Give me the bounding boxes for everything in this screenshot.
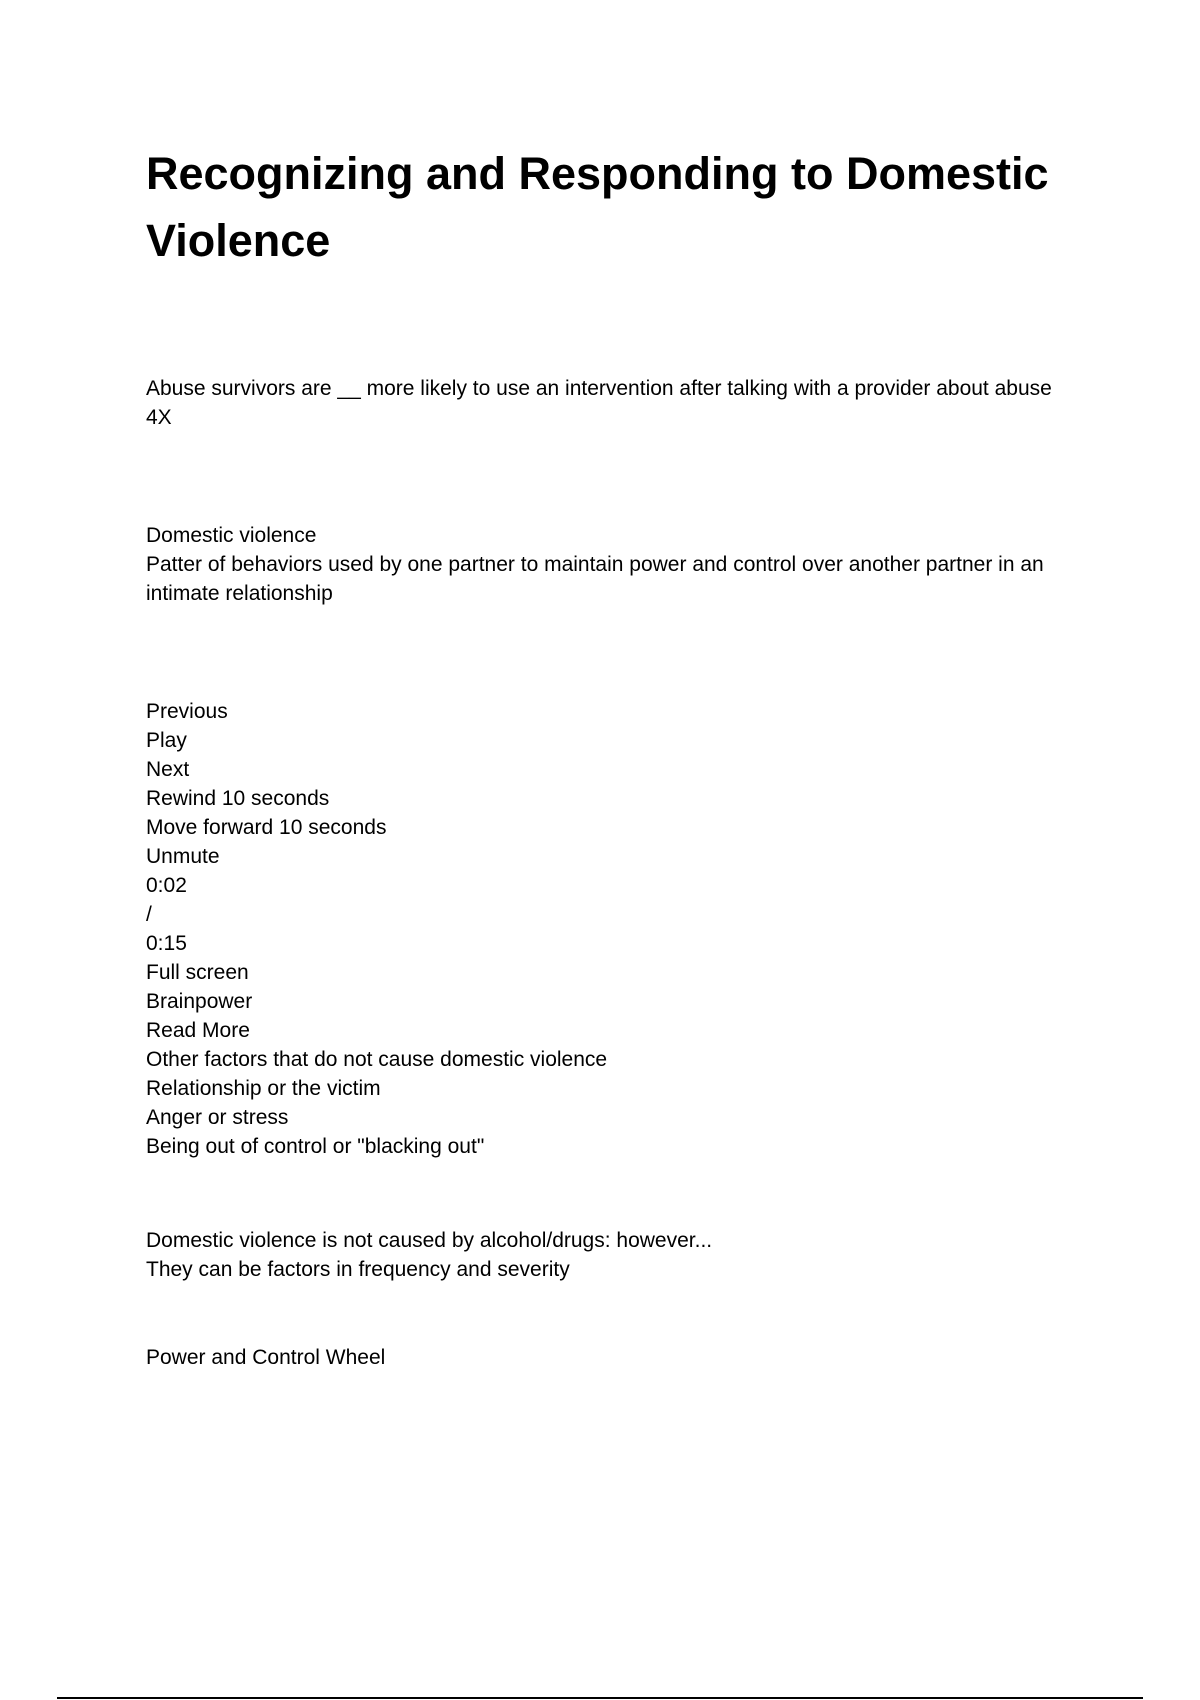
total-time: 0:15 bbox=[146, 932, 187, 955]
card-term: Domestic violence bbox=[146, 524, 317, 547]
next-button[interactable]: Next bbox=[146, 758, 190, 781]
brainpower-label: Brainpower bbox=[146, 990, 253, 1013]
flashcard-alcohol-drugs bbox=[146, 1226, 1066, 1284]
card-definition-line: Anger or stress bbox=[146, 1106, 289, 1129]
card-question: Abuse survivors are __ more likely to use an intervention after talking with a provider about abuse bbox=[146, 377, 1052, 400]
read-more-link[interactable]: Read More bbox=[146, 1019, 250, 1042]
card-term: Other factors that do not cause domestic violence bbox=[146, 1048, 608, 1071]
flashcard-power-control-wheel bbox=[146, 1343, 1066, 1372]
current-time: 0:02 bbox=[146, 874, 187, 897]
forward-button[interactable]: Move forward 10 seconds bbox=[146, 816, 387, 839]
flashcard-domestic-violence bbox=[146, 521, 1066, 608]
card-definition: They can be factors in frequency and severity bbox=[146, 1258, 570, 1281]
page-title: Recognizing and Responding to Domestic Violence bbox=[146, 148, 1049, 266]
fullscreen-button[interactable]: Full screen bbox=[146, 961, 249, 984]
card-definition-line: Relationship or the victim bbox=[146, 1077, 381, 1100]
card-definition-line: Being out of control or "blacking out" bbox=[146, 1135, 485, 1158]
unmute-button[interactable]: Unmute bbox=[146, 845, 220, 868]
previous-button[interactable]: Previous bbox=[146, 700, 228, 723]
card-answer: 4X bbox=[146, 406, 172, 429]
card-term: Domestic violence is not caused by alcohol/drugs: however... bbox=[146, 1229, 713, 1252]
card-definition: Patter of behaviors used by one partner to maintain power and control over another partner in an intimate relationship bbox=[146, 553, 1050, 605]
flashcard-abuse-survivors bbox=[146, 374, 1066, 432]
card-term: Power and Control Wheel bbox=[146, 1346, 386, 1369]
media-player-text-block bbox=[146, 697, 1066, 1161]
footer-divider bbox=[57, 1697, 1143, 1699]
play-button[interactable]: Play bbox=[146, 729, 187, 752]
time-separator: / bbox=[146, 903, 152, 926]
rewind-button[interactable]: Rewind 10 seconds bbox=[146, 787, 330, 810]
